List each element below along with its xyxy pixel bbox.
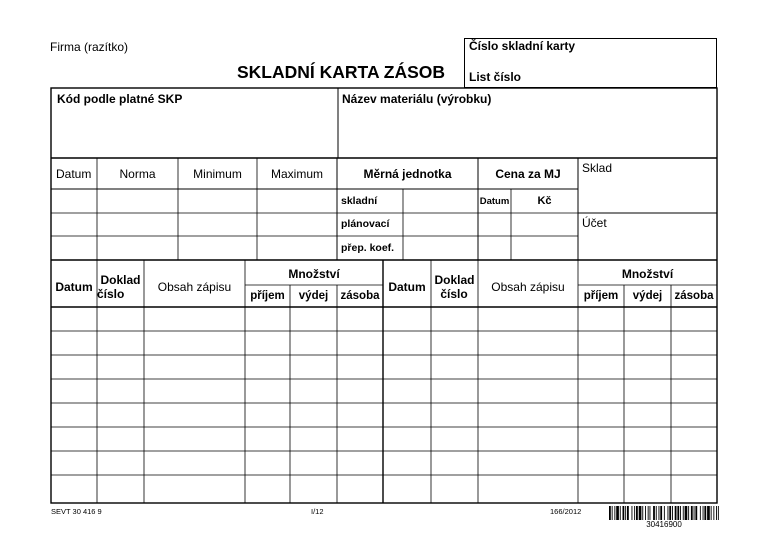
info-date-label: Datum (56, 167, 92, 181)
maximum-label: Maximum (270, 167, 323, 181)
account-label: Účet (582, 216, 607, 230)
ledger-entry-label-left: Obsah zápisu (157, 280, 232, 294)
ledger-quantity-label-left: Množství (288, 267, 340, 281)
warehouse-label: Sklad (582, 161, 613, 175)
ledger-quantity-label-right: Množství (621, 267, 674, 281)
material-name-label: Název materiálu (výrobku) (342, 92, 492, 106)
ledger-number-label-left: číslo (97, 287, 125, 301)
unit-planning-label: plánovací (341, 218, 390, 230)
page-title: SKLADNÍ KARTA ZÁSOB (237, 62, 446, 82)
currency-label: Kč (537, 195, 552, 207)
form-code: SEVT 30 416 9 (51, 507, 102, 516)
ledger-entry-label-right: Obsah zápisu (491, 280, 565, 294)
firma-label: Firma (razítko) (50, 40, 128, 54)
ledger-date-label-left: Datum (55, 280, 93, 294)
barcode-number: 30416900 (646, 520, 682, 529)
ledger-number-label-right: číslo (440, 287, 468, 301)
price-date-label: Datum (479, 196, 510, 207)
ledger-stock-label-right: zásoba (674, 290, 714, 302)
norm-label: Norma (119, 167, 156, 181)
price-per-unit-label: Cena za MJ (495, 167, 561, 181)
ledger-receipt-label-left: příjem (250, 290, 285, 302)
sheet-number-label: List číslo (469, 70, 522, 84)
ledger-document-label-left: Doklad (100, 273, 141, 287)
ledger-document-label-right: Doklad (434, 273, 475, 287)
ledger-receipt-label-right: příjem (583, 290, 619, 302)
minimum-label: Minimum (193, 167, 242, 181)
unit-storage-label: skladní (341, 195, 378, 207)
barcode-icon (609, 506, 719, 520)
form-year: 166/2012 (550, 507, 582, 516)
form-version: I/12 (311, 507, 324, 516)
unit-label: Měrná jednotka (363, 167, 452, 181)
skp-code-label: Kód podle platné SKP (57, 92, 183, 106)
ledger-issue-label-right: výdej (632, 290, 663, 302)
ledger-date-label-right: Datum (388, 280, 426, 294)
ledger-stock-label-left: zásoba (340, 290, 380, 302)
ledger-issue-label-left: výdej (298, 290, 329, 302)
card-number-label: Číslo skladní karty (469, 39, 576, 53)
conversion-coef-label: přep. koef. (341, 242, 395, 254)
